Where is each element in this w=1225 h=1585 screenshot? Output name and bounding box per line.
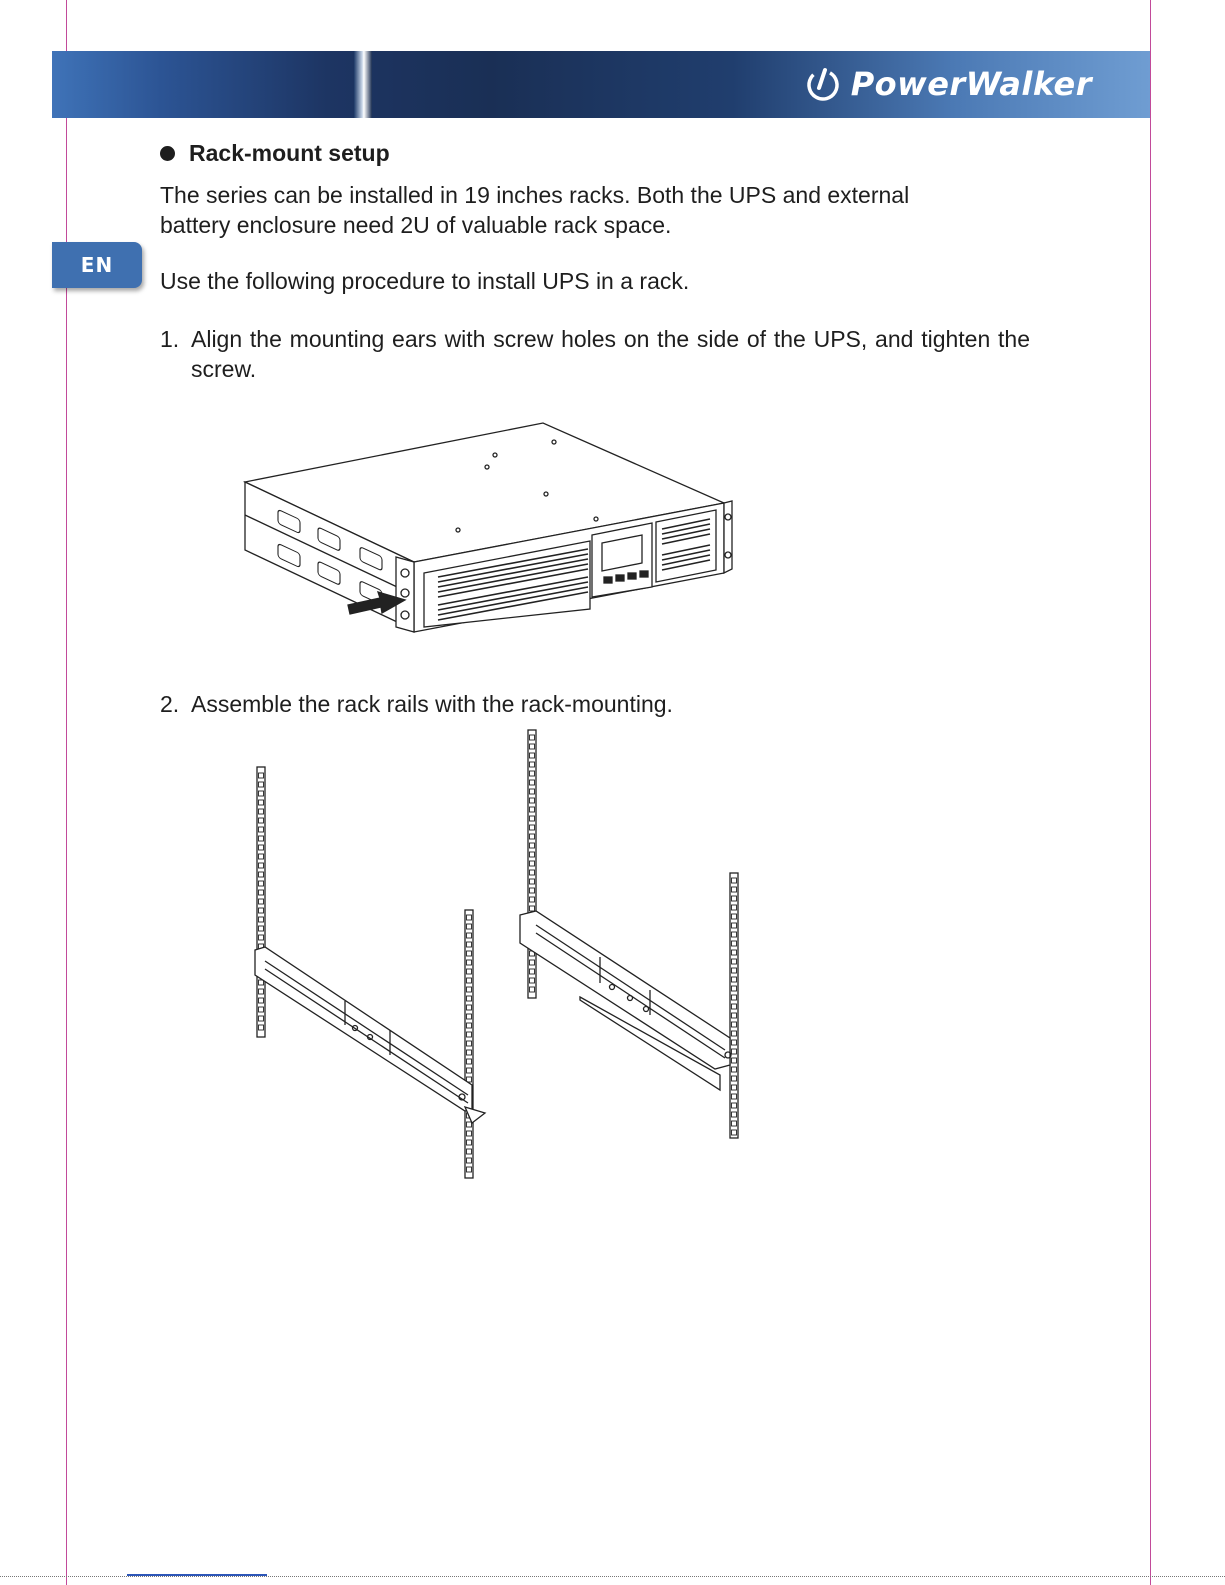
step-2-text: Assemble the rack rails with the rack-mounting. <box>191 691 673 717</box>
intro-paragraph <box>160 180 1020 240</box>
ups-mounting-ears-illustration <box>230 415 740 645</box>
brand-name: PowerWalker <box>850 65 1092 103</box>
bottom-crop-line <box>0 1576 1225 1578</box>
language-tab-en[interactable] <box>52 242 142 288</box>
right-trim-line <box>1150 0 1151 1585</box>
header-notch <box>354 51 372 118</box>
bottom-crop-mark <box>127 1574 267 1576</box>
intro-line-1: The series can be installed in 19 inches racks. Both the UPS and external <box>160 182 910 208</box>
step-2 <box>160 689 1030 719</box>
step-1-number: 1. <box>160 326 180 352</box>
power-logo-icon <box>803 64 843 104</box>
bullet-icon <box>160 146 175 161</box>
procedure-paragraph: Use the following procedure to install UPS in a rack. <box>160 268 690 294</box>
brand-logo <box>803 64 1092 104</box>
intro-line-2: battery enclosure need 2U of valuable rack space. <box>160 212 672 238</box>
section-heading-text: Rack-mount setup <box>189 140 390 166</box>
header-band <box>52 51 1150 118</box>
language-tab-label: EN <box>80 253 114 277</box>
step-1-text: Align the mounting ears with screw holes on the side of the UPS, and tighten the screw. <box>191 326 1030 382</box>
left-trim-line <box>66 0 67 1585</box>
section-heading <box>160 138 390 168</box>
step-1 <box>160 324 1030 384</box>
step-2-number: 2. <box>160 691 180 717</box>
rack-rails-illustration <box>240 725 770 1185</box>
